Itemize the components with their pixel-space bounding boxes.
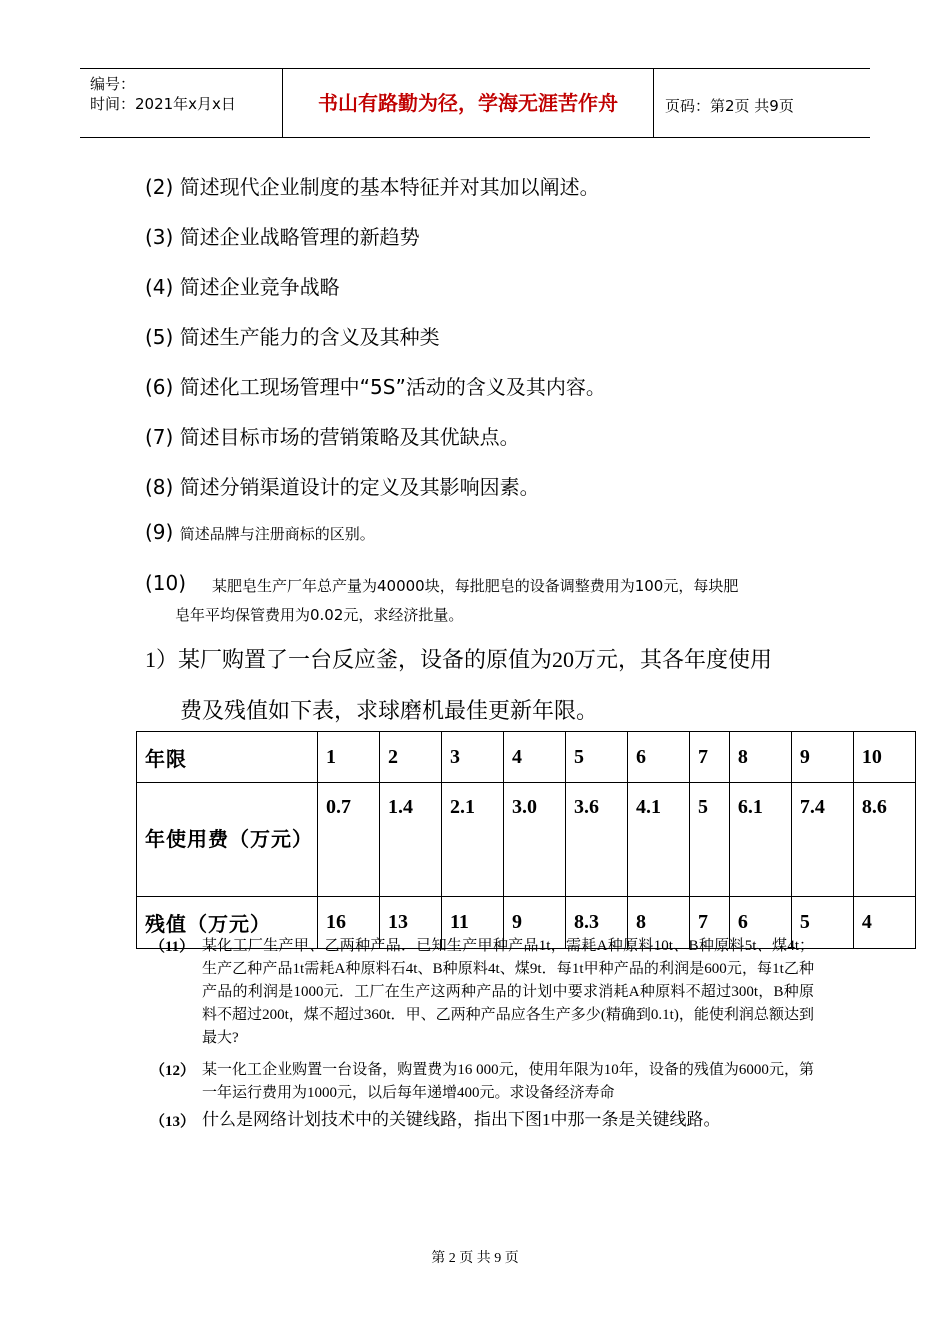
residual-cell: 9 [504, 897, 566, 949]
year-cell: 9 [791, 732, 853, 783]
page-footer: 第 2 页 共 9 页 [431, 1251, 519, 1266]
question-6: (6) 简述化工现场管理中“5S”活动的含义及其内容。 [145, 375, 606, 399]
row-label-usage-cost: 年使用费（万元） [137, 783, 318, 897]
residual-cell: 6 [729, 897, 791, 949]
question-11-number: （11） [150, 939, 195, 955]
year-cell: 8 [729, 732, 791, 783]
usage-cost-cell: 6.1 [729, 783, 791, 897]
usage-cost-cell: 3.0 [504, 783, 566, 897]
question-13-text: 什么是网络计划技术中的关键线路，指出下图1中那一条是关键线路。 [202, 1110, 721, 1129]
table-row-usage-cost [137, 783, 916, 897]
question-9-number: (9) [145, 520, 174, 544]
question-5: (5) 简述生产能力的含义及其种类 [145, 325, 440, 349]
question-7: (7) 简述目标市场的营销策略及其优缺点。 [145, 425, 520, 449]
residual-cell: 11 [442, 897, 504, 949]
usage-cost-cell: 5 [690, 783, 730, 897]
usage-cost-cell: 3.6 [566, 783, 628, 897]
time-label: 时间：2021年x月x日 [90, 95, 236, 113]
year-cell: 1 [318, 732, 380, 783]
question-3: (3) 简述企业战略管理的新趋势 [145, 225, 420, 249]
question-13-number: （13） [150, 1114, 196, 1130]
question-4: (4) 简述企业竞争战略 [145, 275, 340, 299]
usage-cost-cell: 2.1 [442, 783, 504, 897]
usage-cost-cell: 8.6 [853, 783, 915, 897]
table-row-years [137, 732, 916, 783]
year-cell: 10 [853, 732, 915, 783]
year-cell: 3 [442, 732, 504, 783]
residual-cell: 8.3 [566, 897, 628, 949]
row-label-residual: 残值（万元） [137, 897, 318, 949]
residual-cell: 7 [690, 897, 730, 949]
usage-cost-cell: 0.7 [318, 783, 380, 897]
residual-cell: 13 [380, 897, 442, 949]
year-cell: 6 [628, 732, 690, 783]
header-page-info: 页码：第2页 共9页 [665, 97, 794, 115]
question-11-text: 某化工厂生产甲、乙两种产品．已知生产甲种产品1t，需耗A种原料10t、B种原料5t、煤4t；生产乙种产品1t需耗A种原料石4t、B种原料4t、煤9t．每1t甲种产品的利润是600元，每1t乙种产品的利润是1000元．工厂在生产这两种产品的计划中要求消耗A种原料不超过300t，B种原料不超过200t，煤不超过360t．甲、乙两种产品应各生产多少(精确到0.1t)，能使利润总额达到最大? [202, 938, 814, 1046]
residual-cell: 4 [853, 897, 915, 949]
usage-cost-cell: 4.1 [628, 783, 690, 897]
row-label-years: 年限 [137, 732, 318, 783]
usage-residual-table [136, 731, 916, 949]
question-8: (8) 简述分销渠道设计的定义及其影响因素。 [145, 475, 540, 499]
header-meta-cell [80, 69, 283, 137]
question-12-text: 某一化工企业购置一台设备，购置费为16 000元，使用年限为10年，设备的残值为6000元，第一年运行费用为1000元，以后每年递增400元。求设备经济寿命 [202, 1062, 814, 1101]
year-cell: 2 [380, 732, 442, 783]
year-cell: 7 [690, 732, 730, 783]
problem-1-line2: 费及残值如下表，求球磨机最佳更新年限。 [180, 698, 599, 723]
residual-cell: 16 [318, 897, 380, 949]
year-cell: 5 [566, 732, 628, 783]
year-cell: 4 [504, 732, 566, 783]
question-10-line2: 皂年平均保管费用为0.02元，求经济批量。 [175, 606, 464, 624]
question-10-line1: 某肥皂生产厂年总产量为40000块，每批肥皂的设备调整费用为100元，每块肥 [212, 577, 739, 595]
question-12-number: （12） [150, 1063, 196, 1079]
residual-cell: 8 [628, 897, 690, 949]
question-9 [145, 520, 375, 544]
header-motto: 书山有路勤为径，学海无涯苦作舟 [283, 69, 654, 137]
residual-cell: 5 [791, 897, 853, 949]
number-label: 编号： [90, 75, 136, 93]
question-2: (2) 简述现代企业制度的基本特征并对其加以阐述。 [145, 175, 600, 199]
problem-1-line1: 1）某厂购置了一台反应釜，设备的原值为20万元，其各年度使用 [145, 647, 773, 672]
question-9-text: 简述品牌与注册商标的区别。 [179, 525, 375, 543]
usage-cost-cell: 1.4 [380, 783, 442, 897]
page-header [80, 68, 870, 138]
usage-cost-cell: 7.4 [791, 783, 853, 897]
question-10-number: (10) [145, 571, 187, 595]
